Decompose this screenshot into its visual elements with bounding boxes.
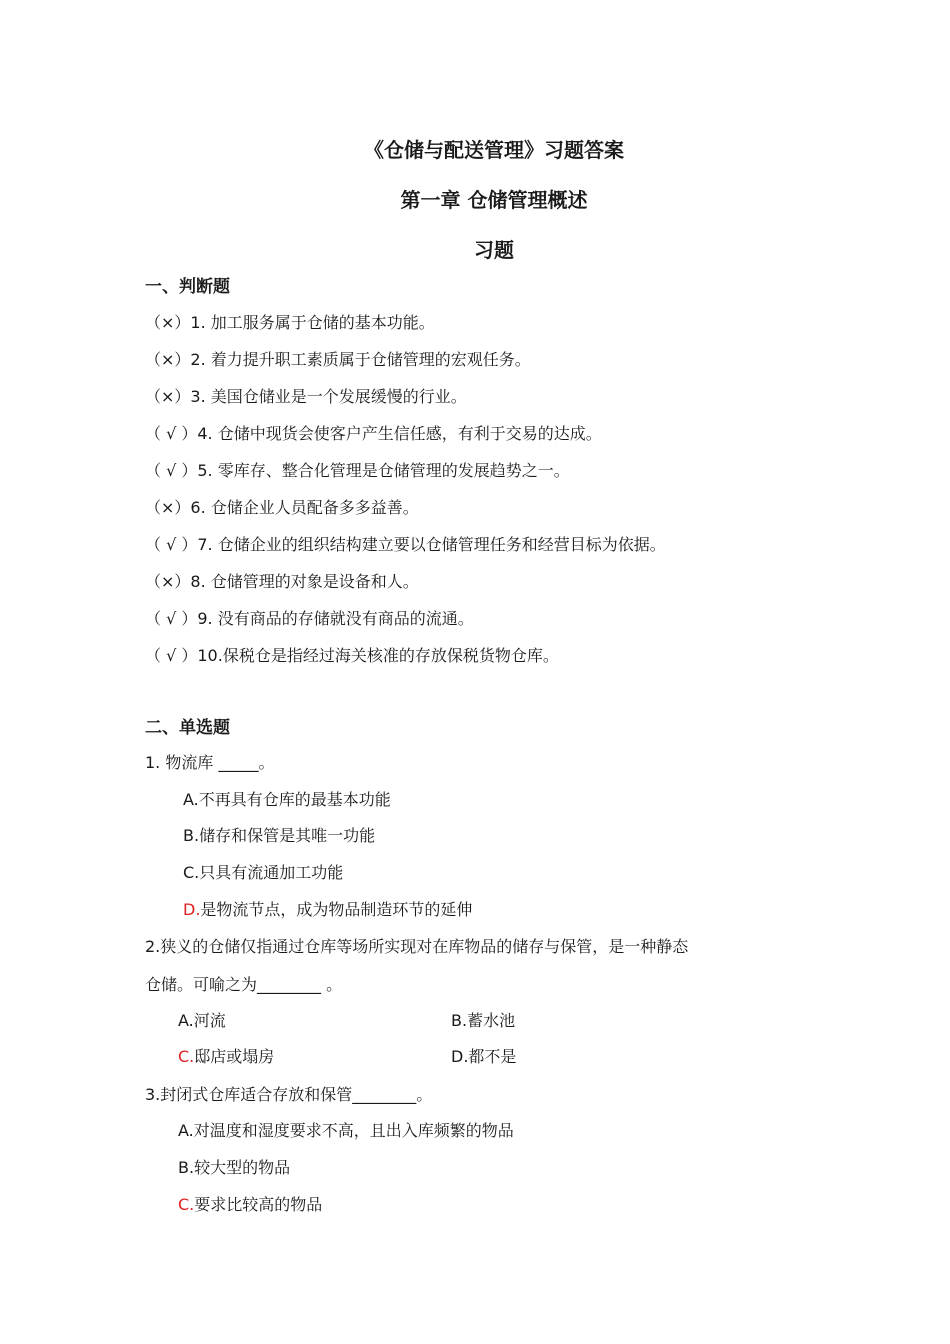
answer-mark: （×） bbox=[145, 387, 191, 406]
option-text: 是物流节点，成为物品制造环节的延伸 bbox=[200, 900, 473, 919]
option-letter: B. bbox=[178, 1158, 195, 1177]
statement-text: 4. 仓储中现货会使客户产生信任感，有利于交易的达成。 bbox=[197, 424, 602, 443]
question-2-option-a bbox=[178, 1003, 226, 1039]
option-letter-correct: C. bbox=[178, 1195, 195, 1214]
list-item bbox=[145, 604, 666, 641]
question-2-stem-line-2: 仓储。可喻之为________ 。 bbox=[145, 975, 343, 994]
statement-text: 1. 加工服务属于仓储的基本功能。 bbox=[190, 313, 435, 332]
option-text: 都不是 bbox=[468, 1047, 517, 1066]
option-text: 要求比较高的物品 bbox=[194, 1195, 323, 1214]
statement-text: 7. 仓储企业的组织结构建立要以仓储管理任务和经营目标为依据。 bbox=[197, 535, 666, 554]
question-1-option-c bbox=[183, 855, 343, 891]
answer-mark: （×） bbox=[145, 350, 191, 369]
list-item bbox=[145, 382, 666, 419]
option-letter: B. bbox=[451, 1011, 468, 1030]
answer-mark: （ √ ） bbox=[145, 646, 198, 665]
option-letter: A. bbox=[183, 790, 199, 809]
question-3-stem: 3.封闭式仓库适合存放和保管________。 bbox=[145, 1085, 433, 1104]
option-letter: A. bbox=[178, 1121, 194, 1140]
answer-mark: （ √ ） bbox=[145, 535, 198, 554]
option-text: 蓄水池 bbox=[467, 1011, 516, 1030]
statement-text: 9. 没有商品的存储就没有商品的流通。 bbox=[197, 609, 474, 628]
answer-mark: （×） bbox=[145, 313, 191, 332]
option-text: 只具有流通加工功能 bbox=[199, 863, 344, 882]
option-text: 河流 bbox=[193, 1011, 226, 1030]
answer-mark: （×） bbox=[145, 498, 191, 517]
question-3-option-c bbox=[178, 1187, 322, 1223]
statement-text: 8. 仓储管理的对象是设备和人。 bbox=[190, 572, 419, 591]
statement-text: 5. 零库存、整合化管理是仓储管理的发展趋势之一。 bbox=[197, 461, 570, 480]
exercise-subtitle: 习题 bbox=[474, 238, 514, 262]
answer-mark: （ √ ） bbox=[145, 424, 198, 443]
option-letter: A. bbox=[178, 1011, 194, 1030]
list-item bbox=[145, 456, 666, 493]
option-text: 对温度和湿度要求不高，且出入库频繁的物品 bbox=[193, 1121, 514, 1140]
question-2-stem-line-1: 2.狭义的仓储仅指通过仓库等场所实现对在库物品的储存与保管，是一种静态 bbox=[145, 937, 689, 956]
list-item bbox=[145, 345, 666, 382]
list-item bbox=[145, 419, 666, 456]
answer-mark: （ √ ） bbox=[145, 609, 198, 628]
list-item bbox=[145, 308, 666, 345]
list-item bbox=[145, 567, 666, 604]
option-text: 邸店或塌房 bbox=[194, 1047, 275, 1066]
list-item bbox=[145, 493, 666, 530]
option-text: 储存和保管是其唯一功能 bbox=[199, 826, 376, 845]
document-title: 《仓储与配送管理》习题答案 bbox=[364, 138, 624, 162]
question-1-option-d bbox=[183, 892, 472, 928]
question-3-option-a bbox=[178, 1113, 514, 1149]
question-2-option-b bbox=[451, 1003, 515, 1039]
answer-mark: （ √ ） bbox=[145, 461, 198, 480]
option-letter: C. bbox=[183, 863, 200, 882]
answer-mark: （×） bbox=[145, 572, 191, 591]
chapter-title: 第一章 仓储管理概述 bbox=[400, 188, 588, 212]
list-item bbox=[145, 530, 666, 567]
option-letter: B. bbox=[183, 826, 200, 845]
statement-text: 10.保税仓是指经过海关核准的存放保税货物仓库。 bbox=[197, 646, 559, 665]
true-false-list bbox=[145, 308, 666, 678]
section-heading-true-false: 一、判断题 bbox=[145, 277, 230, 297]
question-2-option-c bbox=[178, 1039, 274, 1075]
option-letter-correct: D. bbox=[183, 900, 201, 919]
section-heading-single-choice: 二、单选题 bbox=[145, 718, 230, 738]
statement-text: 2. 着力提升职工素质属于仓储管理的宏观任务。 bbox=[190, 350, 531, 369]
option-text: 不再具有仓库的最基本功能 bbox=[198, 790, 391, 809]
option-letter: D. bbox=[451, 1047, 469, 1066]
question-3-option-b bbox=[178, 1150, 290, 1186]
list-item bbox=[145, 641, 666, 678]
question-1-stem: 1. 物流库 _____。 bbox=[145, 753, 275, 772]
option-text: 较大型的物品 bbox=[194, 1158, 291, 1177]
option-letter-correct: C. bbox=[178, 1047, 195, 1066]
question-1-option-b bbox=[183, 818, 375, 854]
question-2-option-d bbox=[451, 1039, 516, 1075]
question-1-option-a bbox=[183, 782, 391, 818]
statement-text: 6. 仓储企业人员配备多多益善。 bbox=[190, 498, 419, 517]
statement-text: 3. 美国仓储业是一个发展缓慢的行业。 bbox=[190, 387, 467, 406]
